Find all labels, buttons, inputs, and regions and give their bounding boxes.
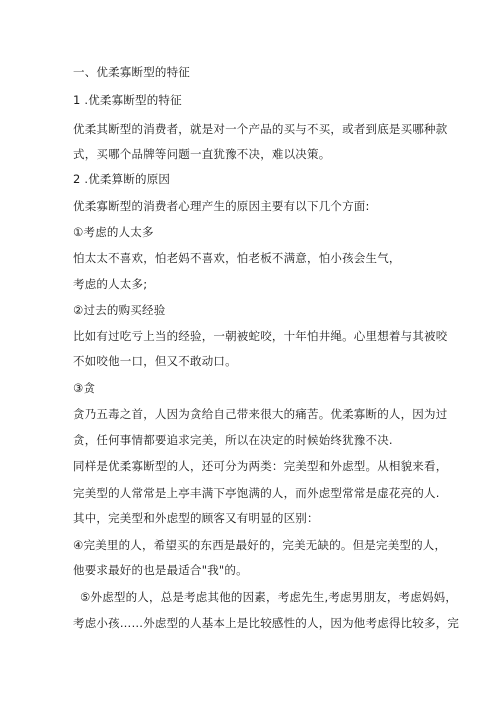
list-item-heading: ②过去的购买经验 <box>73 303 166 317</box>
paragraph-line: 式，买哪个品牌等问题一直犹豫不决，难以决策。 <box>73 147 331 161</box>
paragraph-line: 考虑的人太多; <box>73 277 148 291</box>
paragraph-line: 考虑小孩……外虑型的人基本上是比较感性的人，因为他考虑得比较多，完 <box>73 616 460 630</box>
paragraph-line: 优柔其断型的消费者，就是对一个产品的买与不买，或者到底是买哪种款 <box>73 122 448 136</box>
paragraph-line: ⑤外虑型的人，总是考虑其他的因素，考虑先生,考虑男朋友，考虑妈妈， <box>80 590 458 604</box>
paragraph-line: 同样是优柔寡断型的人，还可分为两类：完美型和外虑型。从相貌来看， <box>73 459 448 473</box>
section-heading: 一、优柔寡断型的特征 <box>73 65 190 79</box>
paragraph-line: 贪，任何事情都要追求完美，所以在决定的时候始终犹豫不决. <box>73 433 393 447</box>
subheading-features: 1 .优柔寡断型的特征 <box>73 93 182 107</box>
paragraph-line: 其中，完美型和外虑型的顾客又有明显的区别： <box>73 511 319 525</box>
paragraph-line: ④完美里的人，希望买的东西是最好的，完美无缺的。但是完美型的人， <box>73 538 447 552</box>
list-item-heading: ③贪 <box>73 381 96 395</box>
paragraph-line: 完美型的人常常是上亭丰满下亭饱满的人，而外虑型常常是虚花亮的人. <box>73 486 440 500</box>
paragraph-line: 怕太太不喜欢，怕老妈不喜欢，怕老板不满意，怕小孩会生气， <box>73 251 401 265</box>
paragraph-line: 优柔寡断型的消费者心理产生的原因主要有以下几个方面: <box>73 199 370 213</box>
paragraph-line: 不如咬他一口，但又不敢动口。 <box>73 354 237 368</box>
paragraph-line: 比如有过吃亏上当的经验，一朝被蛇咬，十年怕井绳。心里想着与其被咬 <box>73 329 448 343</box>
subheading-causes: 2 .优柔算断的原因 <box>73 172 171 186</box>
list-item-heading: ①考虑的人太多 <box>73 225 154 239</box>
paragraph-line: 贪乃五毒之首，人因为贪给自己带来很大的痛苦。优柔寡断的人，因为过 <box>73 407 448 421</box>
paragraph-line: 他要求最好的也是最适合"我"的。 <box>73 563 248 577</box>
